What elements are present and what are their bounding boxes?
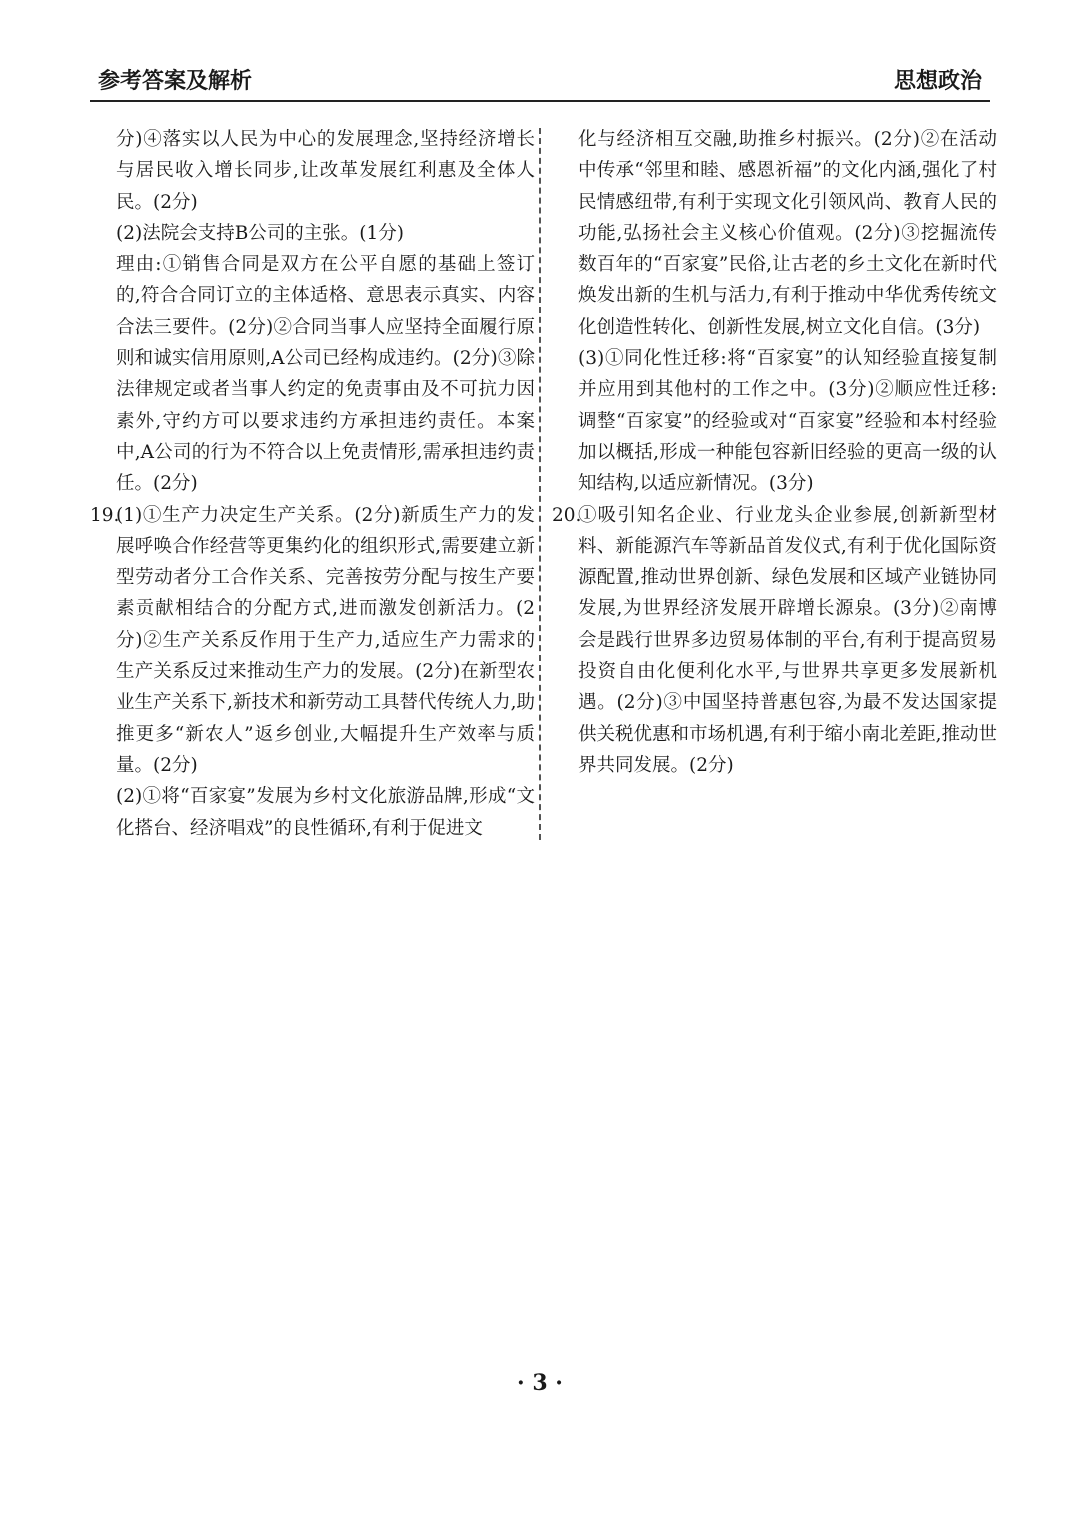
header-title: 参考答案及解析 [98, 68, 253, 94]
answer-paragraph: (2)①将“百家宴”发展为乡村文化旅游品牌,形成“文化搭台、经济唱戏”的良性循环,有利于促进文 [116, 786, 535, 839]
question-number: 19. [90, 504, 120, 526]
question-number: 20. [552, 504, 582, 526]
question-19 [90, 500, 535, 844]
answer-paragraph: (2)法院会支持B公司的主张。(1分) [116, 222, 405, 244]
answer-paragraph: 化与经济相互交融,助推乡村振兴。(2分)②在活动中传承“邻里和睦、感恩祈福”的文化内涵,强化了村民情感纽带,有利于实现文化引领风尚、教育人民的功能,弘扬社会主义核心价值观。(2分)③挖掘流传数百年的“百家宴”民俗,让古老的乡土文化在新时代焕发出新的生机与活力,有利于推动中华优秀传统文化创造性转化、创新性发展,树立文化自信。(3分) [578, 129, 997, 338]
answer-paragraph: ①吸引知名企业、行业龙头企业参展,创新新型材料、新能源汽车等新品首发仪式,有利于优化国际资源配置,推动世界创新、绿色发展和区域产业链协同发展,为世界经济发展开辟增长源泉。(3分)②南博会是践行世界多边贸易体制的平台,有利于提高贸易投资自由化便利化水平,与世界共享更多发展新机遇。(2分)③中国坚持普惠包容,为最不发达国家提供关税优惠和市场机遇,有利于缩小南北差距,推动世界共同发展。(2分) [578, 504, 997, 776]
header-subject: 思想政治 [893, 68, 982, 94]
right-column [552, 124, 997, 781]
question-20 [552, 500, 997, 782]
page-number: · 3 · [517, 1370, 563, 1396]
answer-paragraph: 分)④落实以人民为中心的发展理念,坚持经济增长与居民收入增长同步,让改革发展红利惠及全体人民。(2分) [116, 129, 535, 213]
left-column [90, 124, 535, 844]
header-rule [90, 100, 990, 102]
answer-paragraph: (1)①生产力决定生产关系。(2分)新质生产力的发展呼唤合作经营等更集约化的组织形式,需要建立新型劳动者分工合作关系、完善按劳分配与按生产要素贡献相结合的分配方式,进而激发创新活力。(2分)②生产关系反作用于生产力,适应生产力需求的生产关系反过来推动生产力的发展。(2分)在新型农业生产关系下,新技术和新劳动工具替代传统人力,助推更多“新农人”返乡创业,大幅提升生产效率与质量。(2分) [116, 504, 535, 776]
column-divider [539, 128, 541, 840]
answer-paragraph: 理由:①销售合同是双方在公平自愿的基础上签订的,符合合同订立的主体适格、意思表示真实、内容合法三要件。(2分)②合同当事人应坚持全面履行原则和诚实信用原则,A公司已经构成违约。(2分)③除法律规定或者当事人约定的免责事由及不可抗力因素外,守约方可以要求违约方承担违约责任。本案中,A公司的行为不符合以上免责情形,需承担违约责任。(2分) [116, 254, 535, 495]
answer-paragraph: (3)①同化性迁移:将“百家宴”的认知经验直接复制并应用到其他村的工作之中。(3分)②顺应性迁移:调整“百家宴”的经验或对“百家宴”经验和本村经验加以概括,形成一种能包容新旧经验的更高一级的认知结构,以适应新情况。(3分) [578, 348, 997, 495]
